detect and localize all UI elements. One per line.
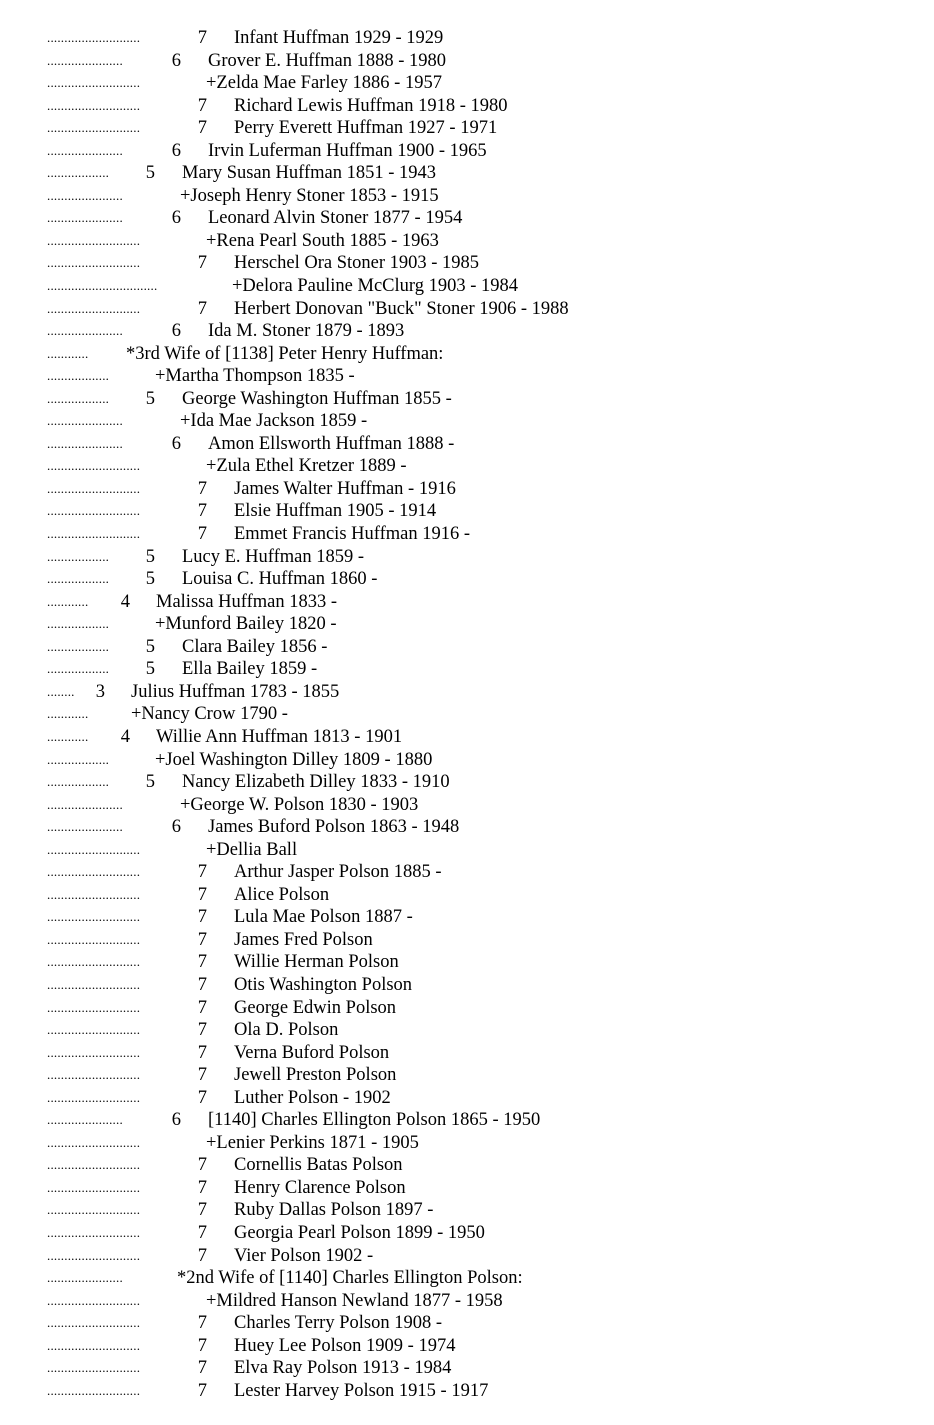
generation-number: 7	[197, 974, 207, 995]
leader-dots: ...........................	[47, 480, 141, 496]
spouse-name: +Rena Pearl South 1885 - 1963	[206, 230, 439, 251]
descendant-entry	[47, 1042, 907, 1065]
person-name: Luther Polson - 1902	[234, 1087, 391, 1108]
generation-number: 6	[171, 433, 181, 454]
leader-dots: ...........................	[47, 841, 141, 857]
generation-number: 5	[145, 772, 155, 793]
spouse-name: +Joseph Henry Stoner 1853 - 1915	[180, 185, 439, 206]
spouse-entry	[47, 703, 907, 726]
person-name: Perry Everett Huffman 1927 - 1971	[234, 118, 498, 139]
descendant-entry	[47, 1064, 907, 1087]
leader-dots: ..................	[47, 165, 110, 181]
person-name: Malissa Huffman 1833 -	[156, 591, 338, 612]
person-name: George Edwin Polson	[234, 997, 397, 1018]
person-name: Vier Polson 1902 -	[234, 1245, 374, 1266]
spouse-entry	[47, 455, 907, 478]
spouse-name: +Dellia Ball	[206, 839, 298, 860]
person-name: Herschel Ora Stoner 1903 - 1985	[234, 253, 480, 274]
leader-dots: ............	[47, 345, 89, 361]
generation-number: 7	[197, 1200, 207, 1221]
descendant-entry	[47, 1335, 907, 1358]
descendant-entry	[47, 658, 907, 681]
generation-number: 7	[197, 1245, 207, 1266]
descendant-entry	[47, 816, 907, 839]
spouse-name: +Lenier Perkins 1871 - 1905	[206, 1132, 419, 1153]
descendant-entry	[47, 140, 907, 163]
spouse-entry	[47, 365, 907, 388]
person-name: [1140] Charles Ellington Polson 1865 - 1950	[208, 1110, 541, 1131]
generation-number: 4	[120, 726, 130, 747]
leader-dots: ...........................	[47, 1224, 141, 1240]
generation-number: 7	[197, 28, 207, 48]
descendant-entry	[47, 1177, 907, 1200]
leader-dots: ..................	[47, 661, 110, 677]
note-entry	[47, 1267, 907, 1290]
descendant-entry	[47, 546, 907, 569]
descendant-entry	[47, 478, 907, 501]
descendant-entry	[47, 906, 907, 929]
person-name: Lucy E. Huffman 1859 -	[182, 546, 365, 567]
generation-number: 7	[197, 524, 207, 545]
leader-dots: ...........................	[47, 120, 141, 136]
descendant-entry	[47, 726, 907, 749]
leader-dots: ...........................	[47, 30, 141, 45]
descendant-entry	[47, 1312, 907, 1335]
leader-dots: ...........................	[47, 232, 141, 248]
spouse-name: +Ida Mae Jackson 1859 -	[180, 411, 368, 432]
descendant-entry	[47, 523, 907, 546]
descendant-entry	[47, 388, 907, 411]
person-name: Elva Ray Polson 1913 - 1984	[234, 1358, 452, 1379]
leader-dots: ...........................	[47, 458, 141, 474]
generation-number: 6	[171, 817, 181, 838]
generation-number: 7	[197, 298, 207, 319]
person-name: Lester Harvey Polson 1915 - 1917	[234, 1380, 489, 1401]
descendant-entry	[47, 1357, 907, 1380]
spouse-entry	[47, 410, 907, 433]
note-text: *3rd Wife of [1138] Peter Henry Huffman:	[126, 343, 444, 364]
generation-number: 5	[145, 569, 155, 590]
person-name: Henry Clarence Polson	[234, 1177, 406, 1198]
person-name: Amon Ellsworth Huffman 1888 -	[208, 433, 455, 454]
descendant-entry	[47, 681, 907, 704]
generation-number: 7	[197, 1065, 207, 1086]
generation-number: 7	[197, 1222, 207, 1243]
spouse-entry	[47, 230, 907, 253]
descendant-entry	[47, 27, 907, 50]
descendant-entry	[47, 1087, 907, 1110]
descendant-entry	[47, 500, 907, 523]
descendant-entry	[47, 1380, 907, 1403]
leader-dots: ...........................	[47, 1067, 141, 1083]
person-name: Grover E. Huffman 1888 - 1980	[208, 50, 447, 71]
descendant-entry	[47, 207, 907, 230]
leader-dots: ......................	[47, 1112, 123, 1128]
descendant-entry	[47, 1154, 907, 1177]
descendant-entry	[47, 298, 907, 321]
spouse-name: +George W. Polson 1830 - 1903	[180, 794, 419, 815]
person-name: Ola D. Polson	[234, 1020, 339, 1041]
leader-dots: ...........................	[47, 909, 141, 925]
generation-number: 4	[120, 591, 130, 612]
leader-dots: ...........................	[47, 97, 141, 113]
person-name: Elsie Huffman 1905 - 1914	[234, 501, 437, 522]
leader-dots: ...........................	[47, 1382, 141, 1398]
spouse-name: +Mildred Hanson Newland 1877 - 1958	[206, 1290, 503, 1311]
leader-dots: ...........................	[47, 864, 141, 880]
leader-dots: ......................	[47, 187, 123, 203]
leader-dots: ......................	[47, 1270, 123, 1286]
generation-number: 7	[197, 1313, 207, 1334]
leader-dots: ...........................	[47, 1315, 141, 1331]
generation-number: 6	[171, 140, 181, 161]
spouse-entry	[47, 794, 907, 817]
descendant-entry	[47, 861, 907, 884]
leader-dots: ...........................	[47, 1247, 141, 1263]
person-name: Willie Herman Polson	[234, 952, 399, 973]
spouse-entry	[47, 1132, 907, 1155]
leader-dots: ...........................	[47, 1134, 141, 1150]
generation-number: 7	[197, 1380, 207, 1401]
leader-dots: ..................	[47, 751, 110, 767]
generation-number: 5	[145, 659, 155, 680]
leader-dots: ......................	[47, 413, 123, 429]
person-name: Verna Buford Polson	[234, 1042, 390, 1063]
descendant-list	[47, 27, 907, 1402]
generation-number: 7	[197, 95, 207, 116]
person-name: James Fred Polson	[234, 929, 373, 950]
descendant-entry	[47, 974, 907, 997]
leader-dots: ......................	[47, 819, 123, 835]
spouse-entry	[47, 749, 907, 772]
generation-number: 5	[145, 163, 155, 184]
spouse-name: +Munford Bailey 1820 -	[155, 614, 337, 635]
leader-dots: ..................	[47, 368, 110, 384]
spouse-entry	[47, 275, 907, 298]
leader-dots: ............	[47, 593, 89, 609]
descendant-entry	[47, 636, 907, 659]
leader-dots: ...........................	[47, 886, 141, 902]
descendant-entry	[47, 884, 907, 907]
generation-number: 7	[197, 1087, 207, 1108]
generation-number: 5	[145, 388, 155, 409]
leader-dots: ...........................	[47, 75, 141, 91]
leader-dots: ...........................	[47, 1179, 141, 1195]
person-name: Lula Mae Polson 1887 -	[234, 907, 413, 928]
leader-dots: ..................	[47, 390, 110, 406]
leader-dots: ................................	[47, 278, 158, 294]
descendant-entry	[47, 117, 907, 140]
generation-number: 6	[171, 208, 181, 229]
leader-dots: ...........................	[47, 255, 141, 271]
leader-dots: ......................	[47, 52, 123, 68]
generation-number: 5	[145, 636, 155, 657]
person-name: George Washington Huffman 1855 -	[182, 388, 452, 409]
leader-dots: ............	[47, 706, 89, 722]
leader-dots: ...........................	[47, 1044, 141, 1060]
generation-number: 7	[197, 1335, 207, 1356]
leader-dots: ........	[47, 683, 75, 699]
person-name: Julius Huffman 1783 - 1855	[131, 681, 340, 702]
person-name: Willie Ann Huffman 1813 - 1901	[156, 726, 403, 747]
generation-number: 7	[197, 884, 207, 905]
generation-number: 6	[171, 321, 181, 342]
spouse-entry	[47, 72, 907, 95]
person-name: Ruby Dallas Polson 1897 -	[234, 1200, 434, 1221]
spouse-entry	[47, 185, 907, 208]
descendant-entry	[47, 50, 907, 73]
person-name: Mary Susan Huffman 1851 - 1943	[182, 163, 437, 184]
leader-dots: ...........................	[47, 1089, 141, 1105]
generation-number: 7	[197, 1020, 207, 1041]
person-name: Herbert Donovan "Buck" Stoner 1906 - 1988	[234, 298, 569, 319]
generation-number: 7	[197, 929, 207, 950]
leader-dots: ...........................	[47, 976, 141, 992]
leader-dots: ..................	[47, 638, 110, 654]
person-name: Richard Lewis Huffman 1918 - 1980	[234, 95, 508, 116]
generation-number: 7	[197, 862, 207, 883]
leader-dots: ...........................	[47, 954, 141, 970]
spouse-name: +Martha Thompson 1835 -	[155, 366, 355, 387]
spouse-name: +Joel Washington Dilley 1809 - 1880	[155, 749, 433, 770]
leader-dots: ......................	[47, 796, 123, 812]
spouse-name: +Zelda Mae Farley 1886 - 1957	[206, 73, 442, 94]
person-name: Clara Bailey 1856 -	[182, 636, 328, 657]
leader-dots: ...........................	[47, 503, 141, 519]
descendant-entry	[47, 1109, 907, 1132]
note-entry	[47, 343, 907, 366]
generation-number: 7	[197, 952, 207, 973]
generation-number: 7	[197, 1177, 207, 1198]
person-name: Otis Washington Polson	[234, 974, 413, 995]
person-name: Nancy Elizabeth Dilley 1833 - 1910	[182, 772, 450, 793]
descendant-entry	[47, 433, 907, 456]
spouse-name: +Delora Pauline McClurg 1903 - 1984	[232, 276, 519, 297]
note-text: *2nd Wife of [1140] Charles Ellington Polson:	[177, 1268, 523, 1289]
leader-dots: ..................	[47, 774, 110, 790]
person-name: Infant Huffman 1929 - 1929	[234, 28, 444, 48]
spouse-name: +Nancy Crow 1790 -	[131, 704, 288, 725]
person-name: Huey Lee Polson 1909 - 1974	[234, 1335, 456, 1356]
leader-dots: ...........................	[47, 1360, 141, 1376]
person-name: Ella Bailey 1859 -	[182, 659, 318, 680]
person-name: Irvin Luferman Huffman 1900 - 1965	[208, 140, 487, 161]
leader-dots: ......................	[47, 435, 123, 451]
person-name: James Buford Polson 1863 - 1948	[208, 817, 460, 838]
descendant-entry	[47, 1245, 907, 1268]
descendant-entry	[47, 591, 907, 614]
leader-dots: ...........................	[47, 1202, 141, 1218]
spouse-name: +Zula Ethel Kretzer 1889 -	[206, 456, 407, 477]
person-name: Georgia Pearl Polson 1899 - 1950	[234, 1222, 485, 1243]
person-name: Alice Polson	[234, 884, 330, 905]
generation-number: 7	[197, 501, 207, 522]
leader-dots: ...........................	[47, 931, 141, 947]
person-name: James Walter Huffman - 1916	[234, 478, 456, 499]
leader-dots: ...........................	[47, 1292, 141, 1308]
leader-dots: ............	[47, 728, 89, 744]
person-name: Arthur Jasper Polson 1885 -	[234, 862, 442, 883]
descendant-entry	[47, 1199, 907, 1222]
generation-number: 7	[197, 1358, 207, 1379]
leader-dots: ...........................	[47, 1157, 141, 1173]
generation-number: 7	[197, 907, 207, 928]
descendant-entry	[47, 929, 907, 952]
descendant-entry	[47, 568, 907, 591]
leader-dots: ...........................	[47, 526, 141, 542]
person-name: Ida M. Stoner 1879 - 1893	[208, 321, 405, 342]
descendant-entry	[47, 320, 907, 343]
descendant-entry	[47, 252, 907, 275]
spouse-entry	[47, 1290, 907, 1313]
descendant-entry	[47, 951, 907, 974]
leader-dots: ...........................	[47, 999, 141, 1015]
person-name: Emmet Francis Huffman 1916 -	[234, 524, 471, 545]
generation-number: 7	[197, 1155, 207, 1176]
generation-number: 3	[95, 681, 105, 702]
descendant-entry	[47, 95, 907, 118]
generation-number: 7	[197, 997, 207, 1018]
person-name: Louisa C. Huffman 1860 -	[182, 569, 378, 590]
generation-number: 7	[197, 1042, 207, 1063]
descendant-entry	[47, 1019, 907, 1042]
leader-dots: ......................	[47, 323, 123, 339]
leader-dots: ..................	[47, 548, 110, 564]
person-name: Charles Terry Polson 1908 -	[234, 1313, 443, 1334]
person-name: Jewell Preston Polson	[234, 1065, 397, 1086]
leader-dots: ..................	[47, 571, 110, 587]
generation-number: 5	[145, 546, 155, 567]
leader-dots: ......................	[47, 142, 123, 158]
leader-dots: ......................	[47, 210, 123, 226]
leader-dots: ...........................	[47, 1022, 141, 1038]
leader-dots: ..................	[47, 616, 110, 632]
generation-number: 7	[197, 118, 207, 139]
leader-dots: ...........................	[47, 300, 141, 316]
descendant-entry	[47, 997, 907, 1020]
spouse-entry	[47, 839, 907, 862]
person-name: Leonard Alvin Stoner 1877 - 1954	[208, 208, 463, 229]
leader-dots: ...........................	[47, 1337, 141, 1353]
generation-number: 6	[171, 1110, 181, 1131]
generation-number: 7	[197, 253, 207, 274]
descendant-entry	[47, 771, 907, 794]
descendant-entry	[47, 162, 907, 185]
descendant-entry	[47, 1222, 907, 1245]
generation-number: 7	[197, 478, 207, 499]
person-name: Cornellis Batas Polson	[234, 1155, 403, 1176]
generation-number: 6	[171, 50, 181, 71]
spouse-entry	[47, 613, 907, 636]
